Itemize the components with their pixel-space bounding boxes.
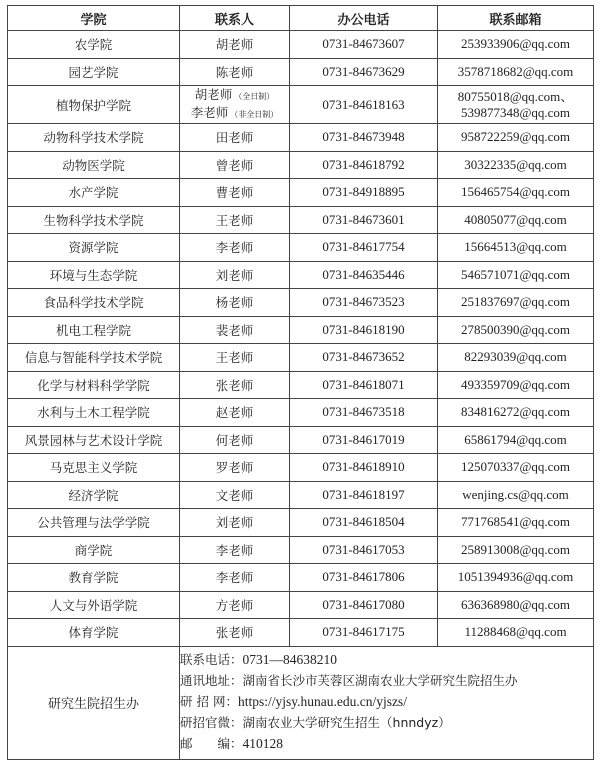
table-row (8, 481, 594, 509)
college-name: 公共管理与法学学院 (8, 509, 180, 537)
office-phone: 0731-84673601 (290, 206, 438, 234)
contact-document (7, 5, 593, 760)
table-row (8, 509, 594, 537)
college-name: 经济学院 (8, 481, 180, 509)
college-name: 园艺学院 (8, 58, 180, 86)
contact-name-pair (180, 86, 290, 124)
college-name: 植物保护学院 (8, 86, 180, 124)
contact-email: 65861794@qq.com (438, 426, 594, 454)
contact-email: 771768541@qq.com (438, 509, 594, 537)
table-row (8, 289, 594, 317)
college-name: 生物科学技术学院 (8, 206, 180, 234)
contact-name: 张老师 (180, 371, 290, 399)
contact-email: wenjing.cs@qq.com (438, 481, 594, 509)
table-row (8, 31, 594, 59)
college-name: 水产学院 (8, 179, 180, 207)
college-name: 商学院 (8, 536, 180, 564)
header-college: 学院 (8, 6, 180, 31)
contact-name: 罗老师 (180, 454, 290, 482)
contact-email: 493359709@qq.com (438, 371, 594, 399)
table-row (8, 344, 594, 372)
table-row (8, 426, 594, 454)
contact-email: 125070337@qq.com (438, 454, 594, 482)
header-email: 联系邮箱 (438, 6, 594, 31)
contact-email: 40805077@qq.com (438, 206, 594, 234)
table-row (8, 206, 594, 234)
office-phone-line: 联系电话：0731—84638210 (180, 651, 338, 667)
contact-email: 82293039@qq.com (438, 344, 594, 372)
contact-name: 文老师 (180, 481, 290, 509)
contact-table (7, 5, 594, 760)
table-row (8, 124, 594, 152)
table-row (8, 234, 594, 262)
office-phone: 0731-84618190 (290, 316, 438, 344)
graduate-office-name: 研究生院招生办 (8, 646, 180, 759)
contact-email: 15664513@qq.com (438, 234, 594, 262)
contact-name: 张老师 (180, 619, 290, 647)
contact-email: 80755018@qq.com、 (457, 88, 574, 104)
college-name: 化学与材料科学学院 (8, 371, 180, 399)
contact-email: 958722259@qq.com (438, 124, 594, 152)
contact-name: 李老师 (180, 536, 290, 564)
office-phone: 0731-84635446 (290, 261, 438, 289)
office-phone: 0731-84617053 (290, 536, 438, 564)
table-row (8, 179, 594, 207)
college-name: 水利与土木工程学院 (8, 399, 180, 427)
office-phone: 0731-84673607 (290, 31, 438, 59)
college-name: 马克思主义学院 (8, 454, 180, 482)
contact-email: 251837697@qq.com (438, 289, 594, 317)
college-name: 农学院 (8, 31, 180, 59)
contact-name: 刘老师 (180, 261, 290, 289)
contact-name: 刘老师 (180, 509, 290, 537)
office-phone: 0731-84617175 (290, 619, 438, 647)
contact-name: 陈老师 (180, 58, 290, 86)
contact-note: （全日制） (234, 91, 275, 101)
contact-name: 何老师 (180, 426, 290, 454)
graduate-office-info (180, 646, 594, 759)
table-row (8, 58, 594, 86)
college-name: 动物医学院 (8, 151, 180, 179)
table-row (8, 536, 594, 564)
contact-name: 曾老师 (180, 151, 290, 179)
contact-name: 田老师 (180, 124, 290, 152)
office-phone: 0731-84617080 (290, 591, 438, 619)
office-phone: 0731-84673518 (290, 399, 438, 427)
table-header-row (8, 6, 594, 31)
contact-name: 杨老师 (180, 289, 290, 317)
contact-email: 539877348@qq.com (460, 104, 571, 120)
contact-email: 156465754@qq.com (438, 179, 594, 207)
office-phone: 0731-84618910 (290, 454, 438, 482)
table-row (8, 454, 594, 482)
table-row (8, 371, 594, 399)
office-phone: 0731-84617754 (290, 234, 438, 262)
contact-email: 636368980@qq.com (438, 591, 594, 619)
contact-name: 方老师 (180, 591, 290, 619)
table-row (8, 619, 594, 647)
college-name: 风景园林与艺术设计学院 (8, 426, 180, 454)
contact-email: 278500390@qq.com (438, 316, 594, 344)
office-phone: 0731-84673629 (290, 58, 438, 86)
college-name: 动物科学技术学院 (8, 124, 180, 152)
college-name: 教育学院 (8, 564, 180, 592)
college-name: 体育学院 (8, 619, 180, 647)
office-phone: 0731-84918895 (290, 179, 438, 207)
contact-name: 胡老师 (194, 86, 233, 102)
contact-name: 胡老师 (180, 31, 290, 59)
table-row (8, 151, 594, 179)
office-phone: 0731-84618792 (290, 151, 438, 179)
contact-email: 834816272@qq.com (438, 399, 594, 427)
office-phone: 0731-84618163 (290, 86, 438, 124)
contact-email-pair (438, 86, 594, 124)
office-phone: 0731-84673652 (290, 344, 438, 372)
table-row (8, 261, 594, 289)
contact-name: 王老师 (180, 206, 290, 234)
header-phone: 办公电话 (290, 6, 438, 31)
contact-email: 253933906@qq.com (438, 31, 594, 59)
contact-email: 258913008@qq.com (438, 536, 594, 564)
contact-name: 李老师 (190, 104, 229, 120)
college-name: 食品科学技术学院 (8, 289, 180, 317)
contact-name: 曹老师 (180, 179, 290, 207)
graduate-office-row (8, 646, 594, 759)
college-name: 资源学院 (8, 234, 180, 262)
table-row (8, 86, 594, 124)
college-name: 信息与智能科学技术学院 (8, 344, 180, 372)
contact-name: 赵老师 (180, 399, 290, 427)
office-phone: 0731-84673948 (290, 124, 438, 152)
contact-name: 李老师 (180, 234, 290, 262)
contact-note: （非全日制） (230, 109, 279, 119)
office-wechat-line: 研招官微：湖南农业大学研究生招生（hnndyz） (180, 714, 451, 730)
contact-name: 王老师 (180, 344, 290, 372)
office-phone: 0731-84618504 (290, 509, 438, 537)
table-row (8, 399, 594, 427)
office-postcode-line: 邮 编：410128 (180, 735, 284, 751)
table-row (8, 591, 594, 619)
header-contact: 联系人 (180, 6, 290, 31)
office-address-line: 通讯地址：湖南省长沙市芙蓉区湖南农业大学研究生院招生办 (180, 672, 518, 688)
table-row (8, 564, 594, 592)
office-phone: 0731-84673523 (290, 289, 438, 317)
contact-email: 546571071@qq.com (438, 261, 594, 289)
contact-email: 30322335@qq.com (438, 151, 594, 179)
office-website-line: 研 招 网：https://yjsy.hunau.edu.cn/yjszs/ (180, 693, 407, 709)
contact-email: 1051394936@qq.com (438, 564, 594, 592)
contact-name: 李老师 (180, 564, 290, 592)
table-row (8, 316, 594, 344)
contact-email: 3578718682@qq.com (438, 58, 594, 86)
contact-email: 11288468@qq.com (438, 619, 594, 647)
college-name: 机电工程学院 (8, 316, 180, 344)
college-name: 环境与生态学院 (8, 261, 180, 289)
office-phone: 0731-84617806 (290, 564, 438, 592)
college-name: 人文与外语学院 (8, 591, 180, 619)
office-phone: 0731-84618071 (290, 371, 438, 399)
office-phone: 0731-84618197 (290, 481, 438, 509)
office-phone: 0731-84617019 (290, 426, 438, 454)
contact-name: 裴老师 (180, 316, 290, 344)
